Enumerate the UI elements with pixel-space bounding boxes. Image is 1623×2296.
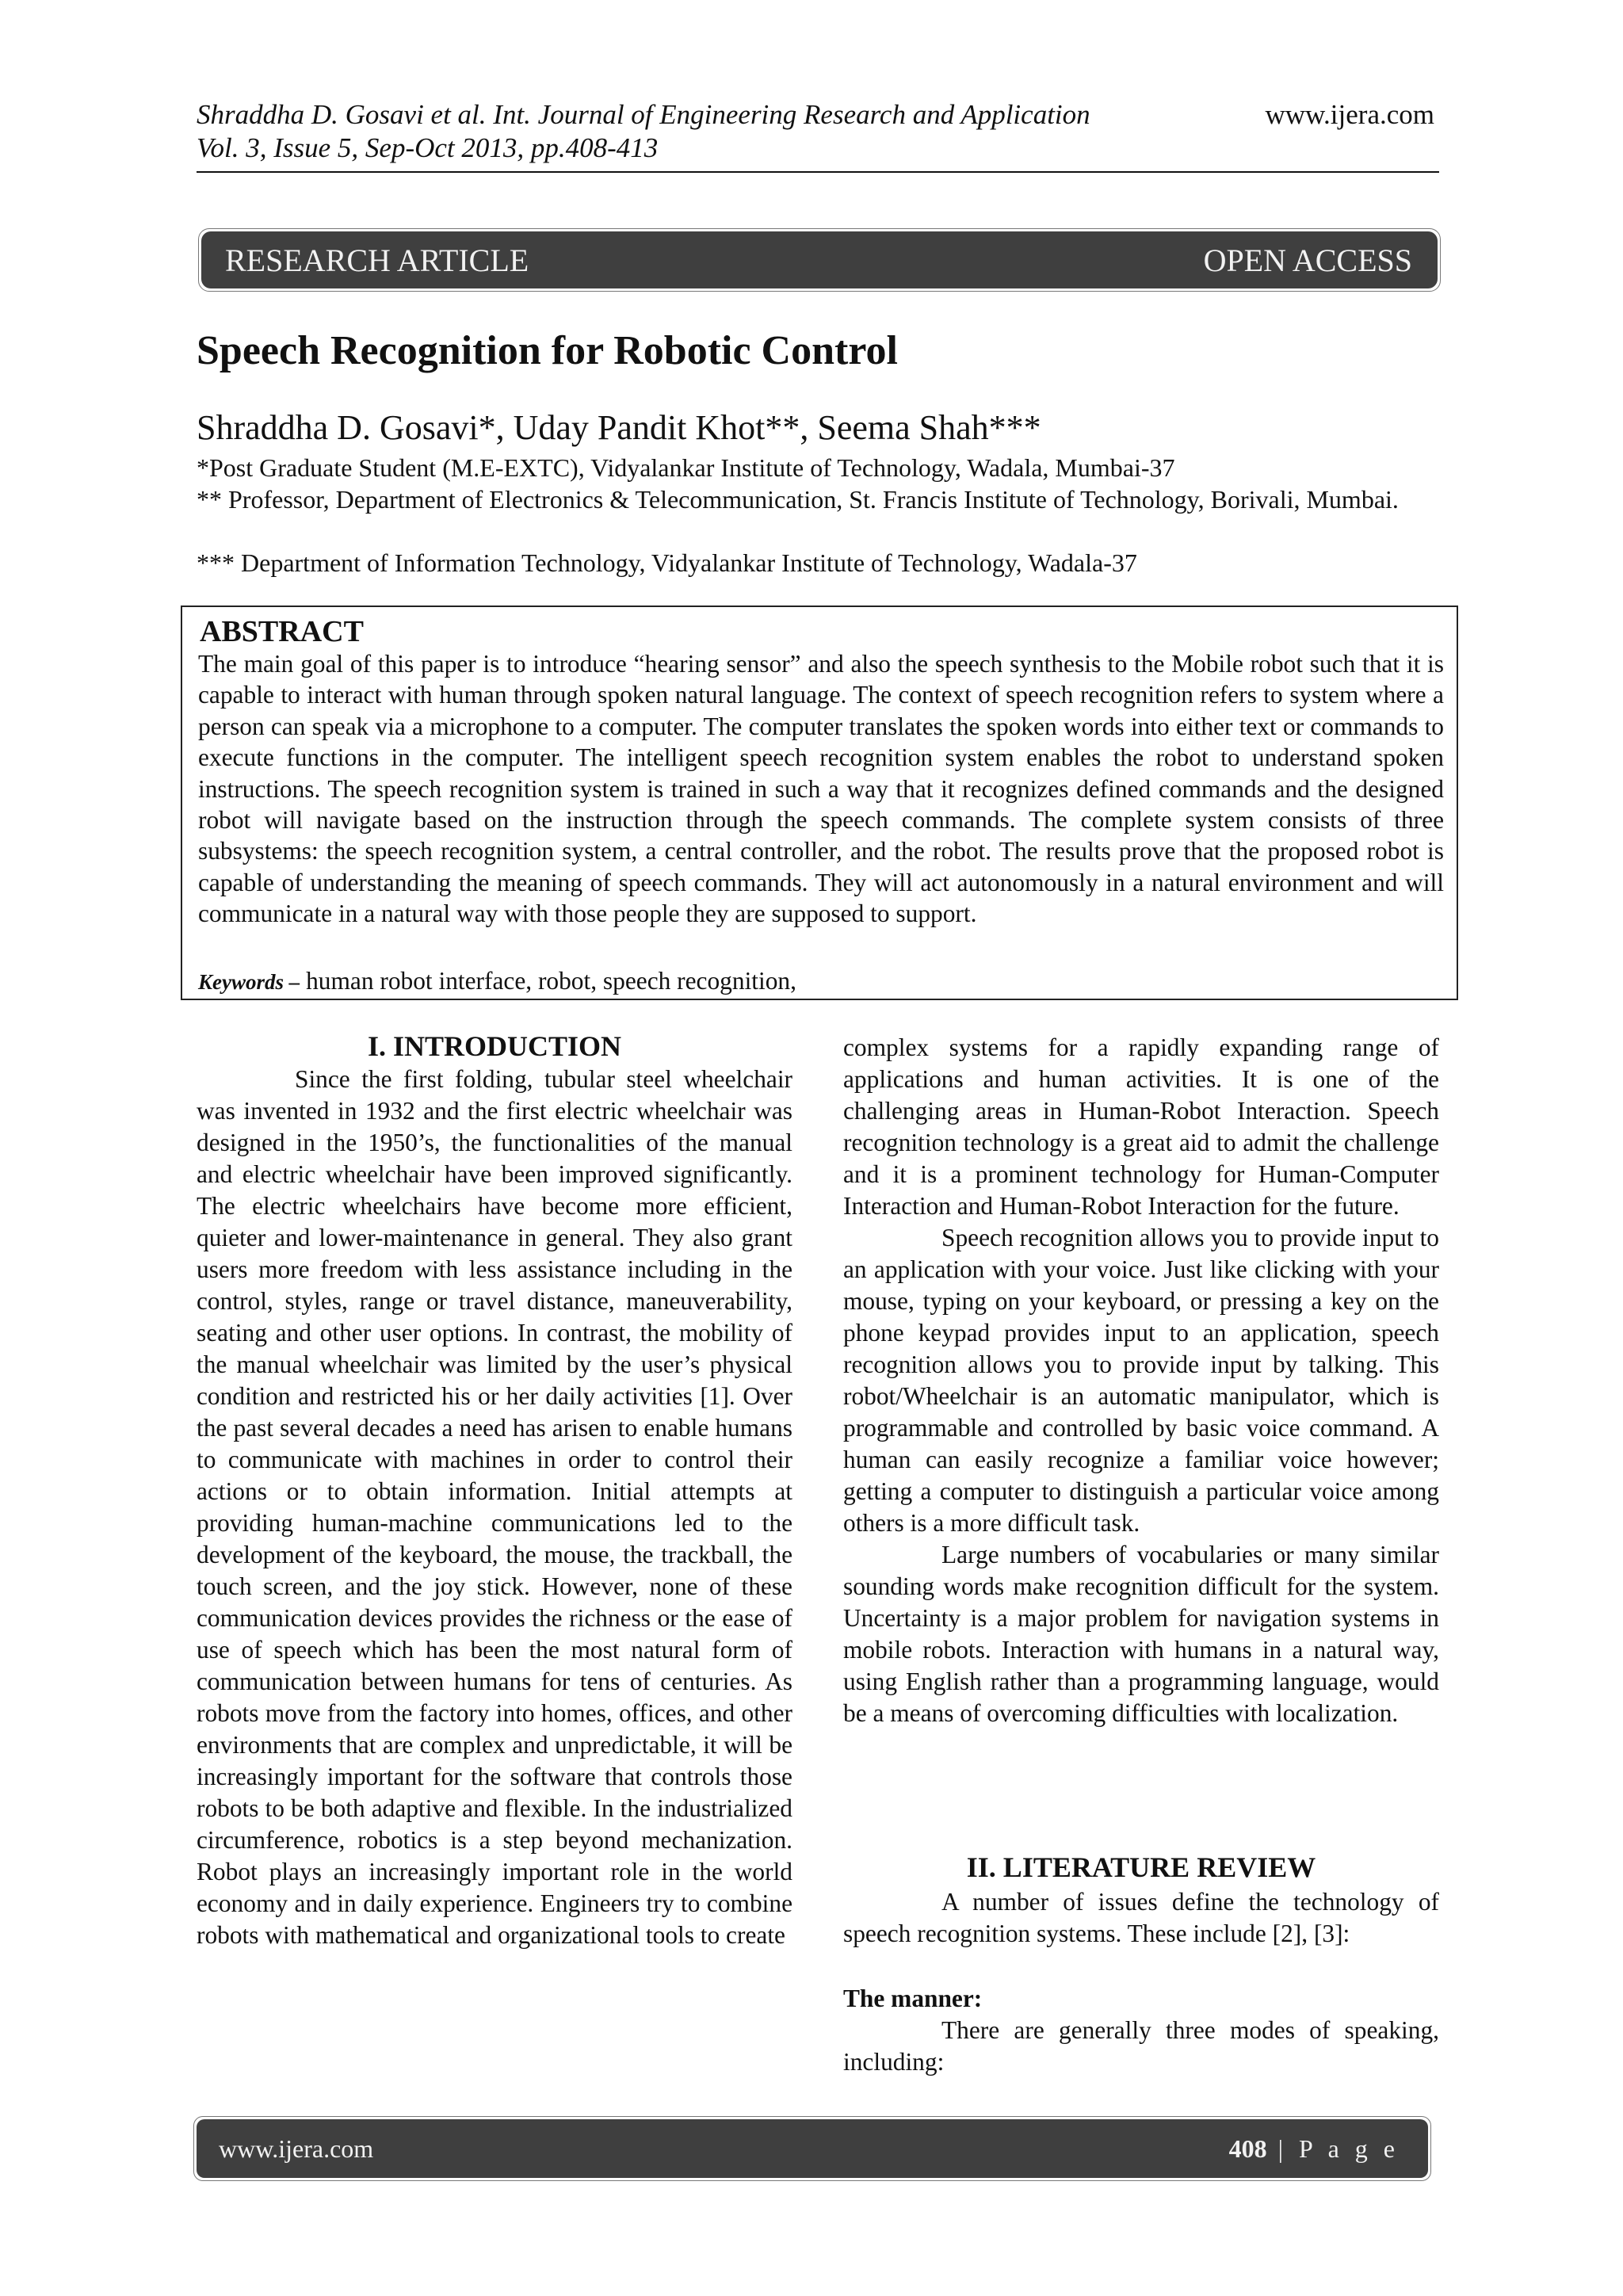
abstract-text: The main goal of this paper is to introduce “hearing sensor” and also the speech synthesis to the Mobile robot such that it is capable to interact with human through spoken natural language. The context of speech recognition refers to system where a person can speak via a microphone to a computer. The computer translates the spoken words into either text or commands to execute functions in the computer. The intelligent speech recognition system enables the robot to understand spoken instructions. The speech recognition system is trained in such a way that it recognizes defined commands and the designed robot will navigate based on the instruction through the speech commands. The complete system consists of three subsystems: the speech recognition system, a central controller, and the robot. The results prove that the proposed robot is capable of understanding the meaning of speech commands. They will act autonomously in a natural environment and will communicate in a natural way with those people they are supposed to support. [198, 650, 1444, 928]
literature-review-intro [843, 1886, 1439, 1950]
right-column-top [843, 1032, 1439, 1729]
abstract-heading: ABSTRACT [200, 615, 364, 648]
literature-paragraph: A number of issues define the technology of speech recognition systems. These include [2], [3]: [843, 1888, 1439, 1947]
keywords-label: Keywords – [198, 970, 300, 994]
header-divider [197, 171, 1439, 173]
running-header-journal: Shraddha D. Gosavi et al. Int. Journal of Engineering Research and Application [197, 99, 1090, 130]
running-header-volume: Vol. 3, Issue 5, Sep-Oct 2013, pp.408-413 [197, 132, 659, 163]
footer-url: www.ijera.com [219, 2134, 374, 2163]
article-type-banner [201, 231, 1438, 288]
paper-title: Speech Recognition for Robotic Control [197, 328, 898, 373]
manner-text-block [843, 2015, 1439, 2078]
affiliation-1: *Post Graduate Student (M.E-EXTC), Vidyalankar Institute of Technology, Wadala, Mumbai-37 [197, 453, 1175, 482]
keywords-text: human robot interface, robot, speech recognition, [300, 967, 796, 995]
open-access-label: OPEN ACCESS [1203, 242, 1412, 278]
introduction-column [197, 1064, 792, 1951]
manner-subheading: The manner: [843, 1985, 983, 2012]
footer-page-info [1229, 2134, 1400, 2164]
section-heading-introduction: I. INTRODUCTION [367, 1030, 622, 1062]
affiliation-2: ** Professor, Department of Electronics & Telecommunication, St. Francis Institute of Technology, Borivali, Mumbai. [197, 485, 1399, 514]
research-article-label: RESEARCH ARTICLE [225, 242, 529, 278]
page-footer [197, 2119, 1428, 2178]
page-label: | P a g e [1266, 2134, 1400, 2163]
keywords-line [198, 965, 1444, 998]
right-paragraph-3: Large numbers of vocabularies or many similar sounding words make recognition difficult for the system. Uncertainty is a major problem for navigation systems in mobile robots. Interaction with humans in a natural way, using English rather than a programming language, would be a means of overcoming difficulties with localization. [843, 1541, 1439, 1727]
right-paragraph-1: complex systems for a rapidly expanding range of applications and human activities. It is one of the challenging areas in Human-Robot Interaction. Speech recognition technology is a great aid to admit the challenge and it is a prominent technology for Human-Computer Interaction and Human-Robot Interaction for the future. [843, 1033, 1439, 1220]
page-number: 408 [1228, 2134, 1267, 2163]
section-heading-literature-review: II. LITERATURE REVIEW [966, 1851, 1316, 1883]
affiliation-3: *** Department of Information Technology, Vidyalankar Institute of Technology, Wadala-37 [197, 548, 1137, 577]
right-paragraph-2: Speech recognition allows you to provide input to an application with your voice. Just like clicking with your mouse, typing on your keyboard, or pressing a key on the phone keypad provides input to an application, speech recognition allows you to provide input by talking. This robot/Wheelchair is an automatic manipulator, which is programmable and controlled by basic voice command. A human can easily recognize a familiar voice however; getting a computer to distinguish a particular voice among others is a more difficult task. [843, 1224, 1439, 1537]
header-url: www.ijera.com [1265, 99, 1434, 130]
introduction-paragraph: Since the first folding, tubular steel wheelchair was invented in 1932 and the first electric wheelchair was designed in the 1950’s, the functionalities of the manual and electric wheelchair have been improved significantly. The electric wheelchairs have become more efficient, quieter and lower-maintenance in general. They also grant users more freedom with less assistance including in the control, styles, range or travel distance, maneuverability, seating and other user options. In contrast, the mobility of the manual wheelchair was limited by the user’s physical condition and restricted his or her daily activities [1]. Over the past several decades a need has arisen to enable humans to communicate with machines in order to control their actions or to obtain information. Initial attempts at providing human-machine communications led to the development of the keyboard, the mouse, the trackball, the touch screen, and the joy stick. However, none of these communication devices provides the richness or the ease of use of speech which has been the most natural form of communication between humans for tens of centuries. As robots move from the factory into homes, offices, and other environments that are complex and unpredictable, it will be increasingly important for the software that controls those robots to be both adaptive and flexible. In the industrialized circumference, robotics is a step beyond mechanization. Robot plays an increasingly important role in the world economy and in daily experience. Engineers try to combine robots with mathematical and organizational tools to create [197, 1065, 792, 1949]
manner-paragraph: There are generally three modes of speaking, including: [843, 2016, 1439, 2076]
author-list: Shraddha D. Gosavi*, Uday Pandit Khot**, Seema Shah*** [197, 408, 1041, 447]
